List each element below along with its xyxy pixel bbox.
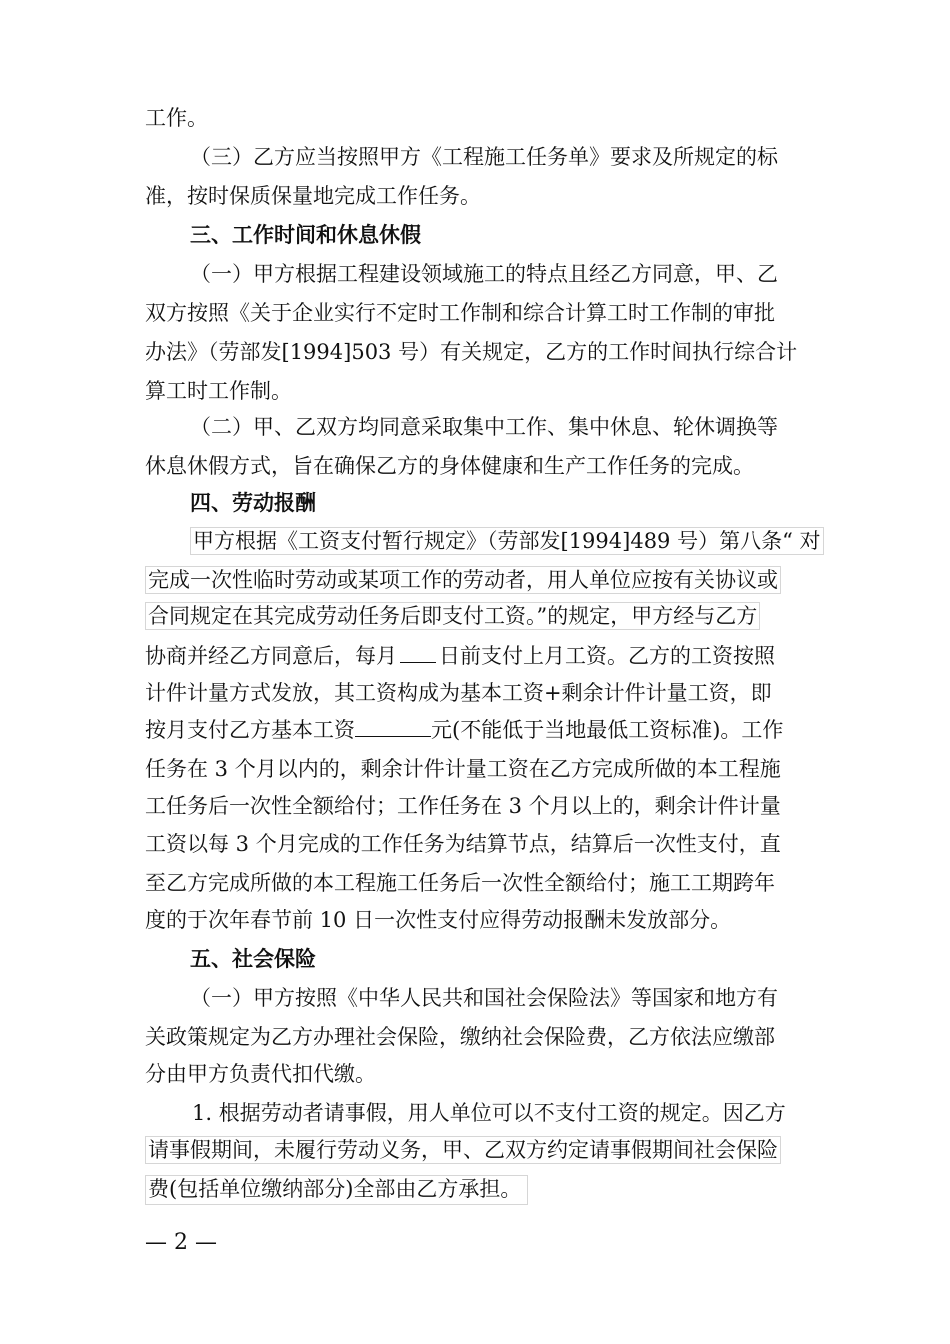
paragraph-line: 合同规定在其完成劳动任务后即支付工资。”的规定，甲方经与乙方 (145, 602, 760, 630)
section-heading: 五、社会保险 (190, 947, 316, 971)
paragraph-line: （三）乙方应当按照甲方《工程施工任务单》要求及所规定的标 (190, 145, 778, 169)
paragraph-line: 度的于次年春节前 10 日一次性支付应得劳动报酬未发放部分。 (145, 908, 732, 932)
paragraph-line: 休息休假方式，旨在确保乙方的身体健康和生产工作任务的完成。 (145, 454, 754, 478)
paragraph-line: 费(包括单位缴纳部分)全部由乙方承担。 (145, 1175, 528, 1205)
fill-in-blank[interactable] (400, 644, 436, 663)
paragraph-line: 完成一次性临时劳动或某项工作的劳动者，用人单位应按有关协议或 (145, 566, 781, 594)
text-segment: 元(不能低于当地最低工资标准)。工作 (431, 718, 784, 742)
paragraph-line: （一）甲方根据工程建设领域施工的特点且经乙方同意，甲、乙 (190, 262, 778, 286)
paragraph-line: （一）甲方按照《中华人民共和国社会保险法》等国家和地方有 (190, 986, 778, 1010)
paragraph-line: 关政策规定为乙方办理社会保险，缴纳社会保险费，乙方依法应缴部 (145, 1025, 775, 1049)
paragraph-line: 至乙方完成所做的本工程施工任务后一次性全额给付；施工工期跨年 (145, 871, 775, 895)
paragraph-line: 分由甲方负责代扣代缴。 (145, 1062, 376, 1086)
text-segment: 按月支付乙方基本工资 (145, 718, 355, 742)
paragraph-line: 工任务后一次性全额给付；工作任务在 3 个月以上的，剩余计件计量 (145, 794, 781, 818)
paragraph-line: 工资以每 3 个月完成的工作任务为结算节点，结算后一次性支付，直 (145, 832, 781, 856)
text-segment: 协商并经乙方同意后，每月 (145, 644, 397, 668)
paragraph-line: 算工时工作制。 (145, 379, 292, 403)
page-number: — 2 — (145, 1230, 217, 1255)
paragraph-line: 工作。 (145, 106, 208, 130)
paragraph-line: 双方按照《关于企业实行不定时工作制和综合计算工时工作制的审批 (145, 301, 775, 325)
section-heading: 三、工作时间和休息休假 (190, 223, 421, 247)
paragraph-line: （二）甲、乙双方均同意采取集中工作、集中休息、轮休调换等 (190, 415, 778, 439)
paragraph-line: 甲方根据《工资支付暂行规定》（劳部发[1994]489 号）第八条“ 对 (190, 527, 824, 555)
paragraph-line: 计件计量方式发放，其工资构成为基本工资+剩余计件计量工资，即 (145, 681, 772, 705)
paragraph-line: 准，按时保质保量地完成工作任务。 (145, 184, 481, 208)
paragraph-line: 办法》（劳部发[1994]503 号）有关规定，乙方的工作时间执行综合计 (145, 340, 798, 364)
paragraph-line (145, 717, 783, 743)
fill-in-blank[interactable] (355, 718, 431, 737)
section-heading: 四、劳动报酬 (190, 491, 316, 515)
text-segment: 日前支付上月工资。乙方的工资按照 (439, 644, 775, 668)
paragraph-line (145, 643, 775, 669)
paragraph-line: 1. 根据劳动者请事假，用人单位可以不支付工资的规定。因乙方 (192, 1101, 786, 1125)
paragraph-line: 任务在 3 个月以内的，剩余计件计量工资在乙方完成所做的本工程施 (145, 757, 781, 781)
paragraph-line: 请事假期间，未履行劳动义务，甲、乙双方约定请事假期间社会保险 (145, 1136, 781, 1164)
